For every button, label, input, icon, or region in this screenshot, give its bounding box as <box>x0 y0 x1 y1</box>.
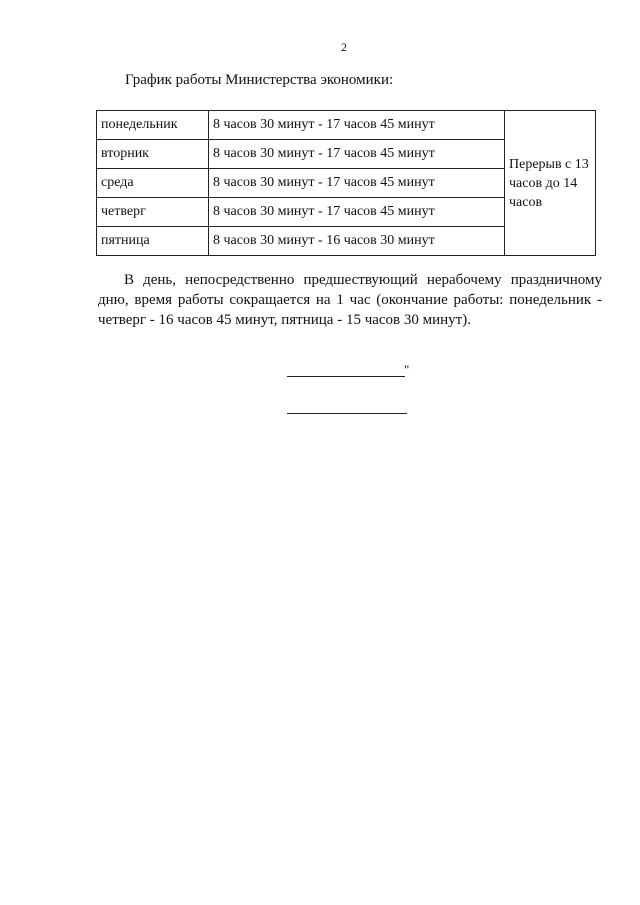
end-line <box>287 413 407 414</box>
day-cell: четверг <box>97 198 209 227</box>
table-row <box>97 111 596 140</box>
hours-cell: 8 часов 30 минут - 17 часов 45 минут <box>209 140 505 169</box>
day-cell: вторник <box>97 140 209 169</box>
schedule-table <box>96 110 596 256</box>
hours-cell: 8 часов 30 минут - 17 часов 45 минут <box>209 198 505 227</box>
day-cell: понедельник <box>97 111 209 140</box>
schedule-title: График работы Министерства экономики: <box>125 72 394 88</box>
hours-cell: 8 часов 30 минут - 17 часов 45 минут <box>209 169 505 198</box>
shortened-day-note: В день, непосредственно предшествующий нерабочему праздничному дню, время работы сокращается на 1 час (окончание работы: понедельник - четверг - 16 часов 45 минут, пятница - 15 часов 30 минут). <box>98 272 602 328</box>
page-number: 2 <box>341 40 347 54</box>
hours-cell: 8 часов 30 минут - 16 часов 30 минут <box>209 227 505 256</box>
day-cell: среда <box>97 169 209 198</box>
break-cell: Перерыв с 13 часов до 14 часов <box>505 111 596 256</box>
hours-cell: 8 часов 30 минут - 17 часов 45 минут <box>209 111 505 140</box>
closing-quote: " <box>404 362 410 377</box>
closing-line <box>287 376 405 377</box>
day-cell: пятница <box>97 227 209 256</box>
